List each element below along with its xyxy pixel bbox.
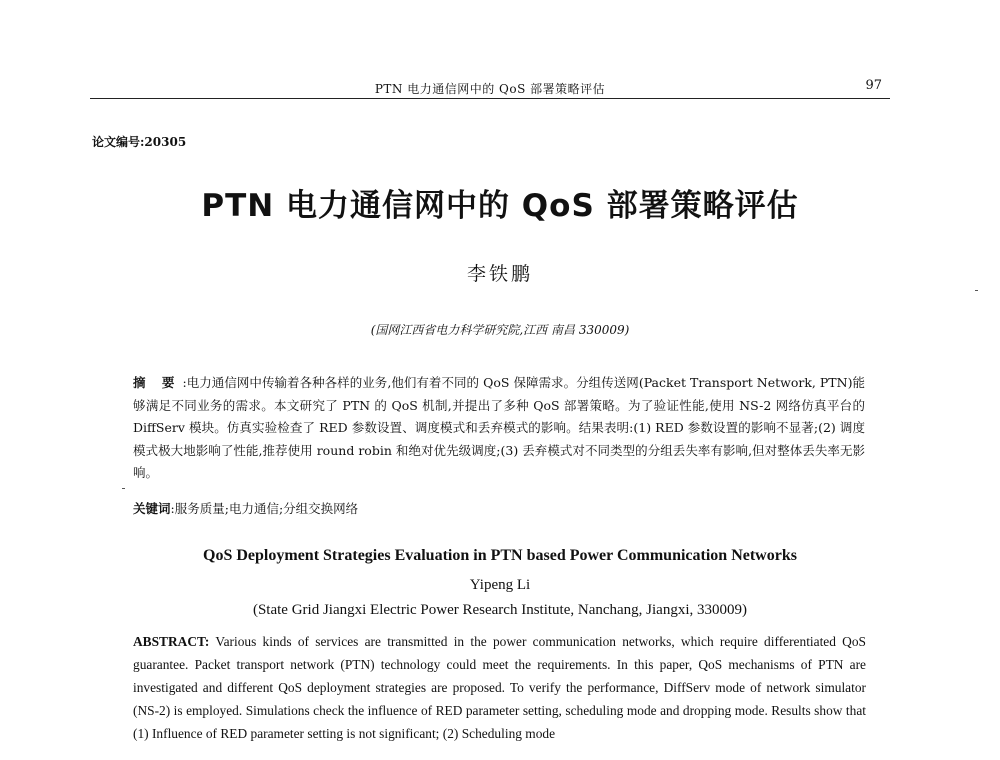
- keywords: [133, 499, 865, 519]
- english-abstract-label: ABSTRACT:: [133, 634, 210, 649]
- abstract-chinese: [133, 372, 865, 485]
- english-abstract-text: Various kinds of services are transmitted in the power communication networks, which require differentiated QoS guarantee. Packet transport network (PTN) technology could meet the requirements. In this paper, QoS mechanisms of PTN are investigated and different QoS deployment strategies are proposed. To verify the performance, DiffServ mode of network simulator (NS-2) is employed. Simulations check the influence of RED parameter setting, scheduling mode and dropping mode. Results show that (1) Influence of RED parameter setting is not significant; (2) Scheduling mode: [133, 634, 866, 741]
- english-title: QoS Deployment Strategies Evaluation in PTN based Power Communication Networks: [203, 547, 797, 564]
- scan-speck: [122, 488, 125, 489]
- scan-speck: [975, 290, 978, 291]
- page-number: 97: [865, 78, 882, 93]
- paper-id: 论文编号:20305: [92, 135, 187, 149]
- abstract-text: :电力通信网中传输着各种各样的业务,他们有着不同的 QoS 保障需求。分组传送网(Packet Transport Network, PTN)能够满足不同业务的需求。本文研究了 PTN 的 QoS 机制,并提出了多种 QoS 部署策略。为了验证性能,使用 NS-2 网络仿真平台的 DiffServ 模块。仿真实验检查了 RED 参数设置、调度模式和丢弃模式的影响。结果表明:(1) RED 参数设置的影响不显著;(2) 调度模式极大地影响了性能,推荐使用 round robin 和绝对优先级调度;(3) 丢弃模式对不同类型的分组丢失率有影响,但对整体丢失率无影响。: [133, 375, 865, 480]
- abstract-label: 摘 要: [133, 375, 181, 390]
- running-header: [90, 74, 890, 99]
- english-author: Yipeng Li: [469, 577, 531, 593]
- keywords-label: 关键词: [133, 501, 171, 516]
- english-affiliation: (State Grid Jiangxi Electric Power Research Institute, Nanchang, Jiangxi, 330009): [252, 602, 748, 618]
- paper-title: PTN 电力通信网中的 QoS 部署策略评估: [201, 188, 799, 224]
- affiliation: (国网江西省电力科学研究院,江西 南昌 330009): [370, 323, 630, 337]
- keywords-text: :服务质量;电力通信;分组交换网络: [170, 501, 359, 516]
- author: 李铁鹏: [466, 263, 533, 285]
- english-abstract: [133, 630, 866, 745]
- running-title: PTN 电力通信网中的 QoS 部署策略评估: [374, 82, 606, 96]
